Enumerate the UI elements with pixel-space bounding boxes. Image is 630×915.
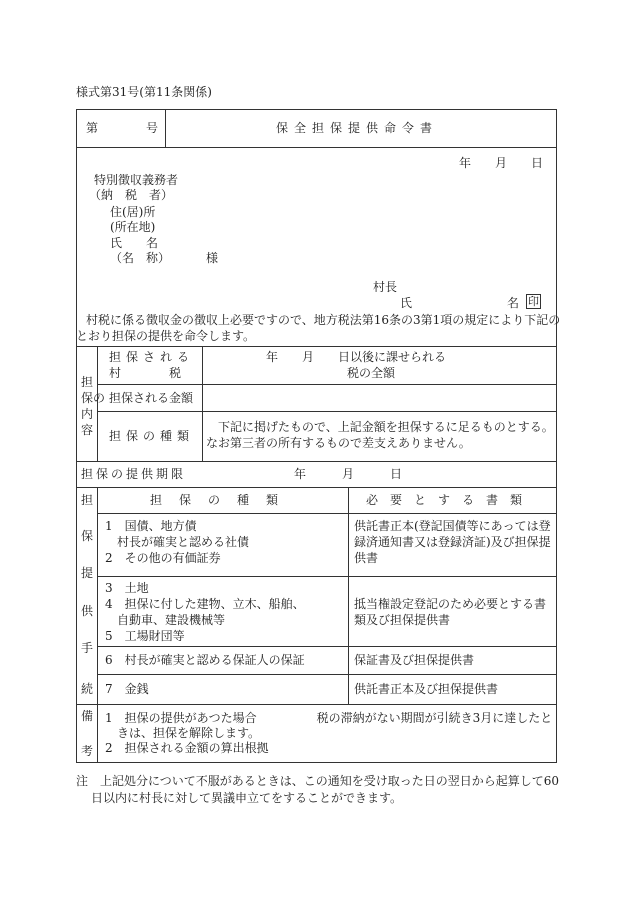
procedure-type-line: 6 村長が確実と認める保証人の保証: [105, 653, 305, 667]
issuer-title: 村長: [373, 280, 398, 294]
remarks-line: 2 担保される金額の算出根拠: [105, 741, 269, 755]
procedure-type-line: 5 工場財団等: [105, 629, 185, 643]
procedure-type-line: 2 その他の有価証券: [105, 551, 221, 565]
body-text-line: とおり担保の提供を命令します。: [76, 329, 256, 343]
secured-tax-label: 村 税: [109, 366, 182, 380]
addressee-role-alt: （納 税 者）: [89, 188, 174, 202]
issuer-name-label: 氏: [400, 296, 413, 310]
remarks-side-label: 考: [81, 744, 94, 758]
form-number: 様式第31号(第11条関係): [76, 85, 212, 99]
security-content-side-label: 内: [81, 407, 94, 421]
security-content-side-label: 保の: [81, 391, 106, 405]
procedure-doc-line: 供書: [354, 551, 379, 565]
addressee-role: 特別徴収義務者: [94, 173, 179, 187]
remarks-line: きは、担保を解除します。: [105, 726, 261, 740]
secured-tax-value: 年 月 日以後に課せられる: [266, 350, 447, 364]
remarks-side-label: 備: [81, 709, 94, 723]
body-text-line: 村税に係る徴収金の徴収上必要ですので、地方税法第16条の3第1項の規定により下記の: [86, 313, 561, 327]
procedure-type-line: 自動車、建設機械等: [105, 613, 226, 627]
procedure-side-label: 続: [81, 682, 94, 696]
security-type-value: 下記に掲げたもので、上記金額を担保するに足るものとする。: [218, 420, 554, 434]
procedure-type-line: 7 金銭: [105, 682, 149, 696]
procedure-type-line: 村長が確実と認める社債: [105, 535, 250, 549]
security-content-side-label: 担: [81, 375, 94, 389]
footnote: 日以内に村長に対して異議申立てをすることができます。: [91, 791, 403, 805]
procedure-type-line: 1 国債、地方債: [105, 519, 197, 533]
remarks-line: 1 担保の提供があつた場合 税の滞納がない期間が引続き3月に達したと: [105, 711, 553, 725]
issue-date: 年 月 日: [459, 156, 544, 170]
secured-tax-label: 担保される: [109, 350, 195, 364]
procedure-side-label: 供: [81, 604, 94, 618]
procedure-doc-line: 録済通知書又は登録済証)及び担保提: [354, 535, 551, 549]
procedure-doc-line: 保証書及び担保提供書: [354, 653, 475, 667]
procedure-doc-line: 類及び担保提供書: [354, 613, 451, 627]
issuer-name-suffix: 名: [507, 296, 520, 310]
procedure-type-line: 4 担保に付した建物、立木、船舶、: [105, 597, 305, 611]
procedure-doc-line: 供託書正本(登記国債等にあっては登: [354, 519, 551, 533]
footnote: 注 上記処分について不服があるときは、この通知を受け取った日の翌日から起算して60: [76, 774, 560, 788]
secured-tax-value: 税の全額: [347, 366, 396, 380]
security-type-value: なお第三者の所有するもので差支えありません。: [206, 436, 471, 450]
procedure-side-label: 保: [81, 529, 94, 543]
secured-amount-label: 担保される金額: [109, 391, 194, 405]
addressee-address-label: 住(居)所: [110, 205, 156, 219]
addressee-name-alt-label: （名 称）: [110, 251, 171, 265]
procedure-col-docs-header: 必要とする書類: [366, 493, 535, 507]
seal-mark: 印: [528, 295, 539, 308]
procedure-doc-line: 供託書正本及び担保提供書: [354, 682, 499, 696]
procedure-type-line: 3 土地: [105, 581, 149, 595]
procedure-side-label: 担: [81, 493, 94, 507]
document-title: 保全担保提供命令書: [276, 121, 439, 135]
deadline-value: 年 月 日: [294, 467, 403, 481]
procedure-col-type-header: 担保の種類: [150, 493, 296, 507]
addressee-address-alt-label: (所在地): [110, 220, 156, 234]
procedure-doc-line: 抵当権設定登記のため必要とする書: [354, 597, 547, 611]
procedure-side-label: 提: [81, 566, 94, 580]
document-number-label: 第 号: [86, 121, 159, 135]
security-type-label: 担保の種類: [109, 429, 195, 443]
security-content-side-label: 容: [81, 423, 94, 437]
addressee-name-label: 氏 名: [110, 236, 159, 250]
procedure-side-label: 手: [81, 641, 94, 655]
addressee-honorific: 様: [206, 251, 219, 265]
deadline-label: 担保の提供期限: [81, 467, 187, 481]
